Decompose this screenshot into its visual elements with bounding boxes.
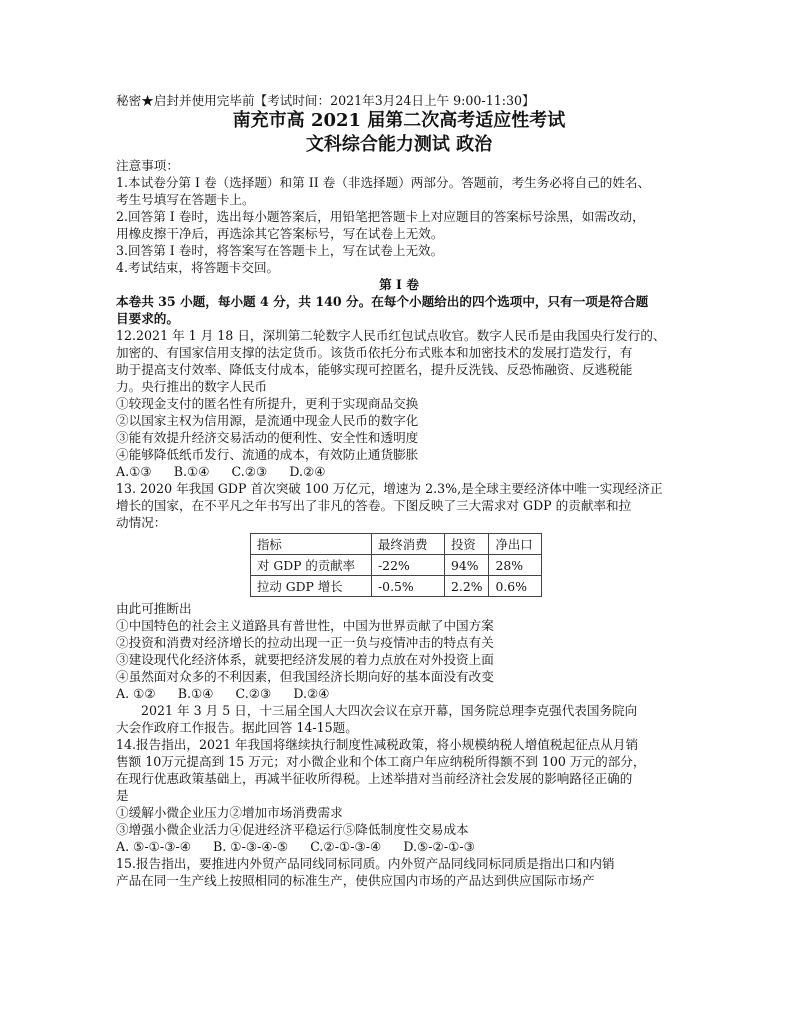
q12-statement: ①较现金支付的匿名性有所提升，更利于实现商品交换 [116,396,419,411]
exam-page [116,92,682,889]
notice-heading: 注意事项： [116,158,179,173]
q12-stem: 加密的、有国家信用支撑的法定货币。该货币依托分布式账本和加密技术的发展打造发行，有 [116,345,633,360]
notice-line: 考生号填写在答题卡上。 [116,192,255,207]
q13-statement: ①中国特色的社会主义道路具有普世性，中国为世界贡献了中国方案 [116,618,494,633]
q14-15-intro-cont: 大会作政府工作报告。据此回答 14-15题。 [116,720,358,735]
q13-option-d: D.②④ [293,686,330,701]
q12-statement: ④能够降低纸币发行、流通的成本，有效防止通货膨胀 [116,447,419,462]
section-instructions-cont: 目要求的。 [116,311,179,326]
gdp-contribution-table [250,533,542,597]
q12-stem: 力。央行推出的数字人民币 [116,379,268,394]
q13-statement: ④虽然面对众多的不利因素，但我国经济长期向好的基本面没有改变 [116,669,494,684]
q14-stem: 14.报告指出，2021 年我国将继续执行制度性减税政策，将小规模纳税人增值税起征点从月销 [116,737,639,752]
q13-statement: ②投资和消费对经济增长的拉动出现一正一负与疫情冲击的特点有关 [116,635,494,650]
q13-option-a: A. ①② [116,686,156,701]
table-cell: -22% [372,555,445,576]
q15-stem: 产品在同一生产线上按照相同的标准生产，使供应国内市场的产品达到供应国际市场产 [116,873,595,888]
q14-option-d: D.⑤-②-①-③ [403,839,475,854]
q12-statement: ③能有效提升经济交易活动的便利性、安全性和透明度 [116,430,419,445]
q12-stem: 助于提高支付效率、降低支付成本，能够实现可控匿名，提升反洗钱、反恐怖融资、反逃税能 [116,362,633,377]
table-cell: -0.5% [372,576,445,597]
q14-options [116,838,682,855]
table-cell: 2.2% [445,576,489,597]
q13-statement: ③建设现代化经济体系，就要把经济发展的着力点放在对外投资上面 [116,652,494,667]
table-header-row [251,534,542,555]
q14-option-b: B. ①-③-④-⑤ [213,839,289,854]
table-row [251,576,542,597]
q14-stem: 在现行优惠政策基础上，再减半征收所得税。上述举措对当前经济社会发展的影响路径正确的 [116,771,633,786]
q14-option-a: A. ⑤-①-③-④ [116,839,192,854]
exam-subtitle: 文科综合能力测试 政治 [305,134,493,155]
q14-stem: 是 [116,788,129,803]
exam-title: 南充市高 2021 届第二次高考适应性考试 [232,110,566,131]
q12-option-c: C.②③ [231,464,268,479]
q15-stem: 15.报告指出，要推进内外贸产品同线同标同质。内外贸产品同线同标同质是指出口和内销 [116,856,615,871]
q12-option-b: B.①④ [173,464,210,479]
q12-option-a: A.①③ [116,464,152,479]
q13-stem: 动情况： [116,515,167,530]
section-title: 第 I 卷 [379,277,419,292]
q13-option-c: C.②③ [235,686,272,701]
q12-stem: 12.2021 年 1 月 18 日，深圳第二轮数字人民币红包试点收官。数字人民币是由我国央行发行的、 [116,328,666,343]
q13-lead: 由此可推断出 [116,601,192,616]
confidential-line: 秘密★启封并使用完毕前【考试时间：2021年3月24日上午 9:00-11:30】 [116,93,535,108]
notice-line: 1.本试卷分第 I 卷（选择题）和第 II 卷（非选择题）两部分。答题前，考生务必将自己的姓名、 [116,175,651,190]
q14-statement: ①缓解小微企业压力②增加市场消费需求 [116,805,343,820]
q14-15-intro: 2021 年 3 月 5 日，十三届全国人大四次会议在京开幕，国务院总理李克强代表国务院向 [141,703,638,718]
q13-stem: 增长的国家，在不平凡之年书写出了非凡的答卷。下图反映了三大需求对 GDP 的贡献率和拉 [116,498,632,513]
notice-line: 2.回答第 I 卷时，选出每小题答案后，用铅笔把答题卡上对应题目的答案标号涂黑，如需改动， [116,209,645,224]
q13-option-b: B.①④ [177,686,214,701]
table-cell: 28% [489,555,542,576]
table-header-cell: 最终消费 [372,534,445,555]
q12-option-d: D.②④ [289,464,326,479]
table-header-cell: 指标 [251,534,372,555]
table-row [251,555,542,576]
q14-stem: 售额 10万元提高到 15 万元；对小微企业和个体工商户年应纳税所得额不到 100 万元的部分， [116,754,646,769]
table-cell: 对 GDP 的贡献率 [251,555,372,576]
table-header-cell: 净出口 [489,534,542,555]
q12-statement: ②以国家主权为信用源，是流通中现金人民币的数字化 [116,413,419,428]
table-cell: 拉动 GDP 增长 [251,576,372,597]
notice-line: 用橡皮擦干净后，再选涂其它答案标号，写在试卷上无效。 [116,226,444,241]
notice-line: 4.考试结束，将答题卡交回。 [116,260,280,275]
table-cell: 0.6% [489,576,542,597]
q12-options [116,463,682,480]
notice-line: 3.回答第 I 卷时，将答案写在答题卡上，写在试卷上无效。 [116,243,444,258]
q13-options [116,685,682,702]
table-header-cell: 投资 [445,534,489,555]
q14-statement: ③增强小微企业活力④促进经济平稳运行⑤降低制度性交易成本 [116,822,469,837]
q14-option-c: C.②-①-③-④ [310,839,382,854]
q13-stem: 13. 2020 年我国 GDP 首次突破 100 万亿元，增速为 2.3%,是全球主要经济体中唯一实现经济正 [116,481,663,496]
table-cell: 94% [445,555,489,576]
section-instructions: 本卷共 35 小题，每小题 4 分，共 140 分。在每个小题给出的四个选项中，只有一项是符合题 [116,294,649,309]
